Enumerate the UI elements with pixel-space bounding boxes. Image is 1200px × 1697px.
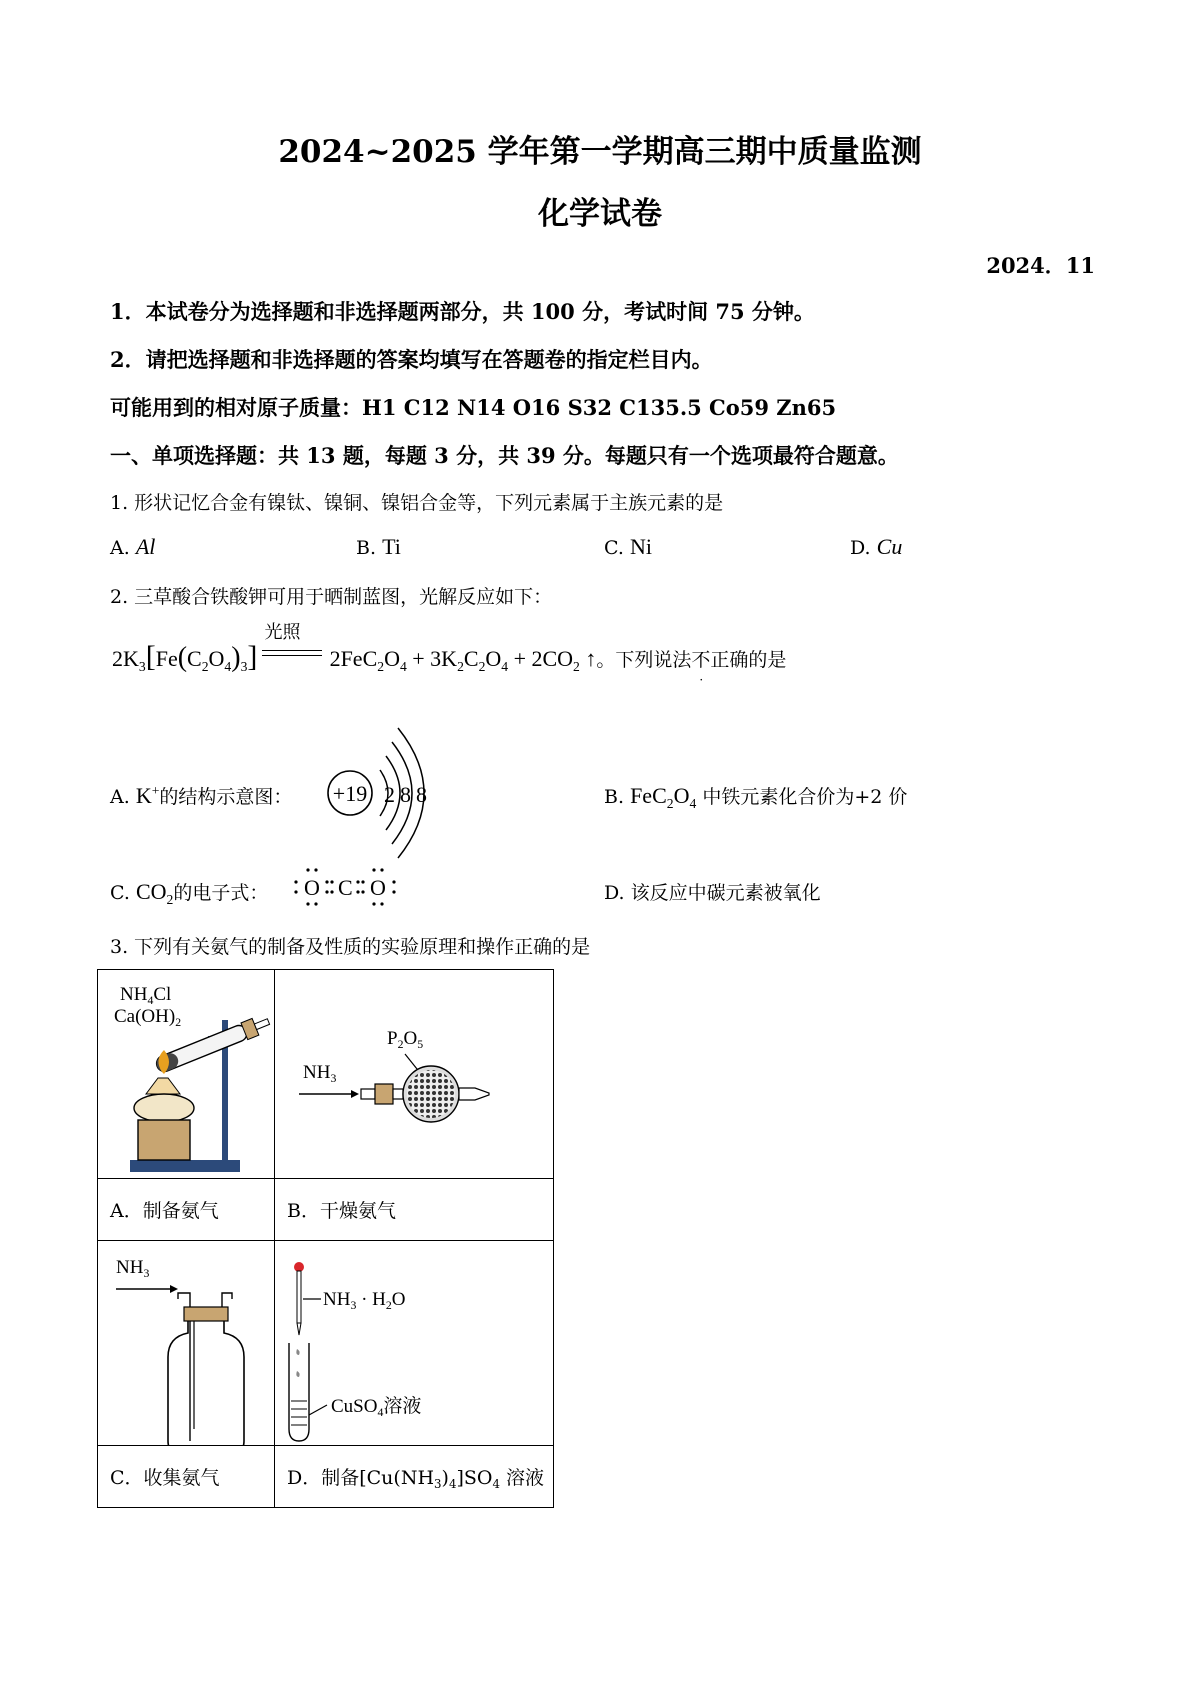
b-drying-agent: $P_2O_5$ [387,1028,424,1052]
test-tube [289,1343,309,1441]
q1-stem: 1. 形状记忆合金有镍钛、镍铜、镍铝合金等，下列元素属于主族元素的是 [110,492,724,514]
lamp-block [138,1120,190,1160]
stopper [375,1084,393,1104]
exam-subtitle: 化学试卷 [538,196,662,232]
gas-collection-bottle [98,1241,274,1445]
svg-text:O: O [370,875,386,900]
shell-count-3: 8 [416,782,427,807]
q1-option-b: B. Ti [356,534,401,559]
b-gas-label: $NH_3$ [303,1062,337,1086]
a-reagent-1: $NH_4Cl$ [120,984,172,1008]
q1-option-d: D. Cu [850,534,903,559]
test-tube [154,1013,272,1075]
instruction-2: 2．请把选择题和非选择题的答案均填写在答题卷的指定栏目内。 [110,347,713,372]
q2-reaction-equation: $2K_3[Fe(C_2O_4)_3]$ 光照 $2FeC_2O_4 + 3K_2C_2O_4 + 2CO_2$ ↑。下列说法不 · 正确的是 [112,622,787,687]
q3-cell-d-figure [275,1241,554,1446]
exam-title: 2024~2025 学年第一学期高三期中质量监测 [278,134,922,170]
svg-text:O: O [304,875,320,900]
outlet-tube [459,1088,489,1100]
q3-cell-d-caption: D．制备$[Cu(NH_3)_4]SO_4$ 溶液 [275,1446,554,1508]
lamp-neck [146,1078,180,1094]
q1-option-a: A. Al [110,534,156,559]
q3-cell-c-figure [98,1241,275,1446]
q3-stem: 3. 下列有关氨气的制备及性质的实验原理和操作正确的是 [110,936,591,958]
dropper-tube [297,1271,301,1323]
q3-apparatus-table [97,969,554,1508]
stopper [184,1307,228,1321]
exam-date: 2024．11 [986,253,1095,278]
atomic-mass-line: 可能用到的相对原子质量：H1 C12 N14 O16 S32 C135.5 Co59 Zn65 [110,395,837,420]
section-1-heading: 一、单项选择题：共 13 题，每题 3 分，共 39 分。每题只有一个选项最符合题意。 [110,443,899,468]
drying-tube-apparatus [275,970,553,1178]
instruction-1: 1．本试卷分为选择题和非选择题两部分，共 100 分，考试时间 75 分钟。 [110,299,815,324]
q2-option-d: D. 该反应中碳元素被氧化 [604,882,821,904]
d-reagent-1: $NH_3 \cdot H_2O$ [323,1289,406,1313]
q3-cell-a-figure [98,970,275,1179]
shell-count-2: 8 [400,782,411,807]
dropper-and-test-tube [275,1241,553,1445]
reaction-condition: 光照 [262,640,324,670]
q3-cell-a-caption: A．制备氨气 [98,1179,275,1241]
alcohol-lamp-bulb [134,1094,194,1122]
q3-cell-b-caption: B．干燥氨气 [275,1179,554,1241]
q2-option-c: C. $CO_2$的电子式： [110,879,269,907]
ammonia-preparation-apparatus [98,970,274,1178]
q1-option-c: C. Ni [604,534,652,559]
nucleus-charge: +19 [332,781,368,806]
q2-option-a: A. K+的结构示意图： [110,782,293,808]
a-reagent-2: $Ca(OH)_2$ [114,1006,182,1030]
svg-text:C: C [338,875,353,900]
q2-stem: 2. 三草酸合铁酸钾可用于晒制蓝图，光解反应如下： [110,586,553,608]
d-reagent-2: CuSO$_4$溶液 [331,1396,422,1420]
c-gas-label: $NH_3$ [116,1257,150,1281]
q2-option-b: B. $FeC_2O_4$ 中铁元素化合价为+2 价 [604,783,908,811]
co2-electron-formula [294,866,398,906]
q3-cell-c-caption: C．收集氨气 [98,1446,275,1508]
bottle [168,1321,244,1445]
potassium-ion-structure-diagram [322,722,442,872]
q3-cell-b-figure [275,970,554,1179]
shell-count-1: 2 [384,782,395,807]
